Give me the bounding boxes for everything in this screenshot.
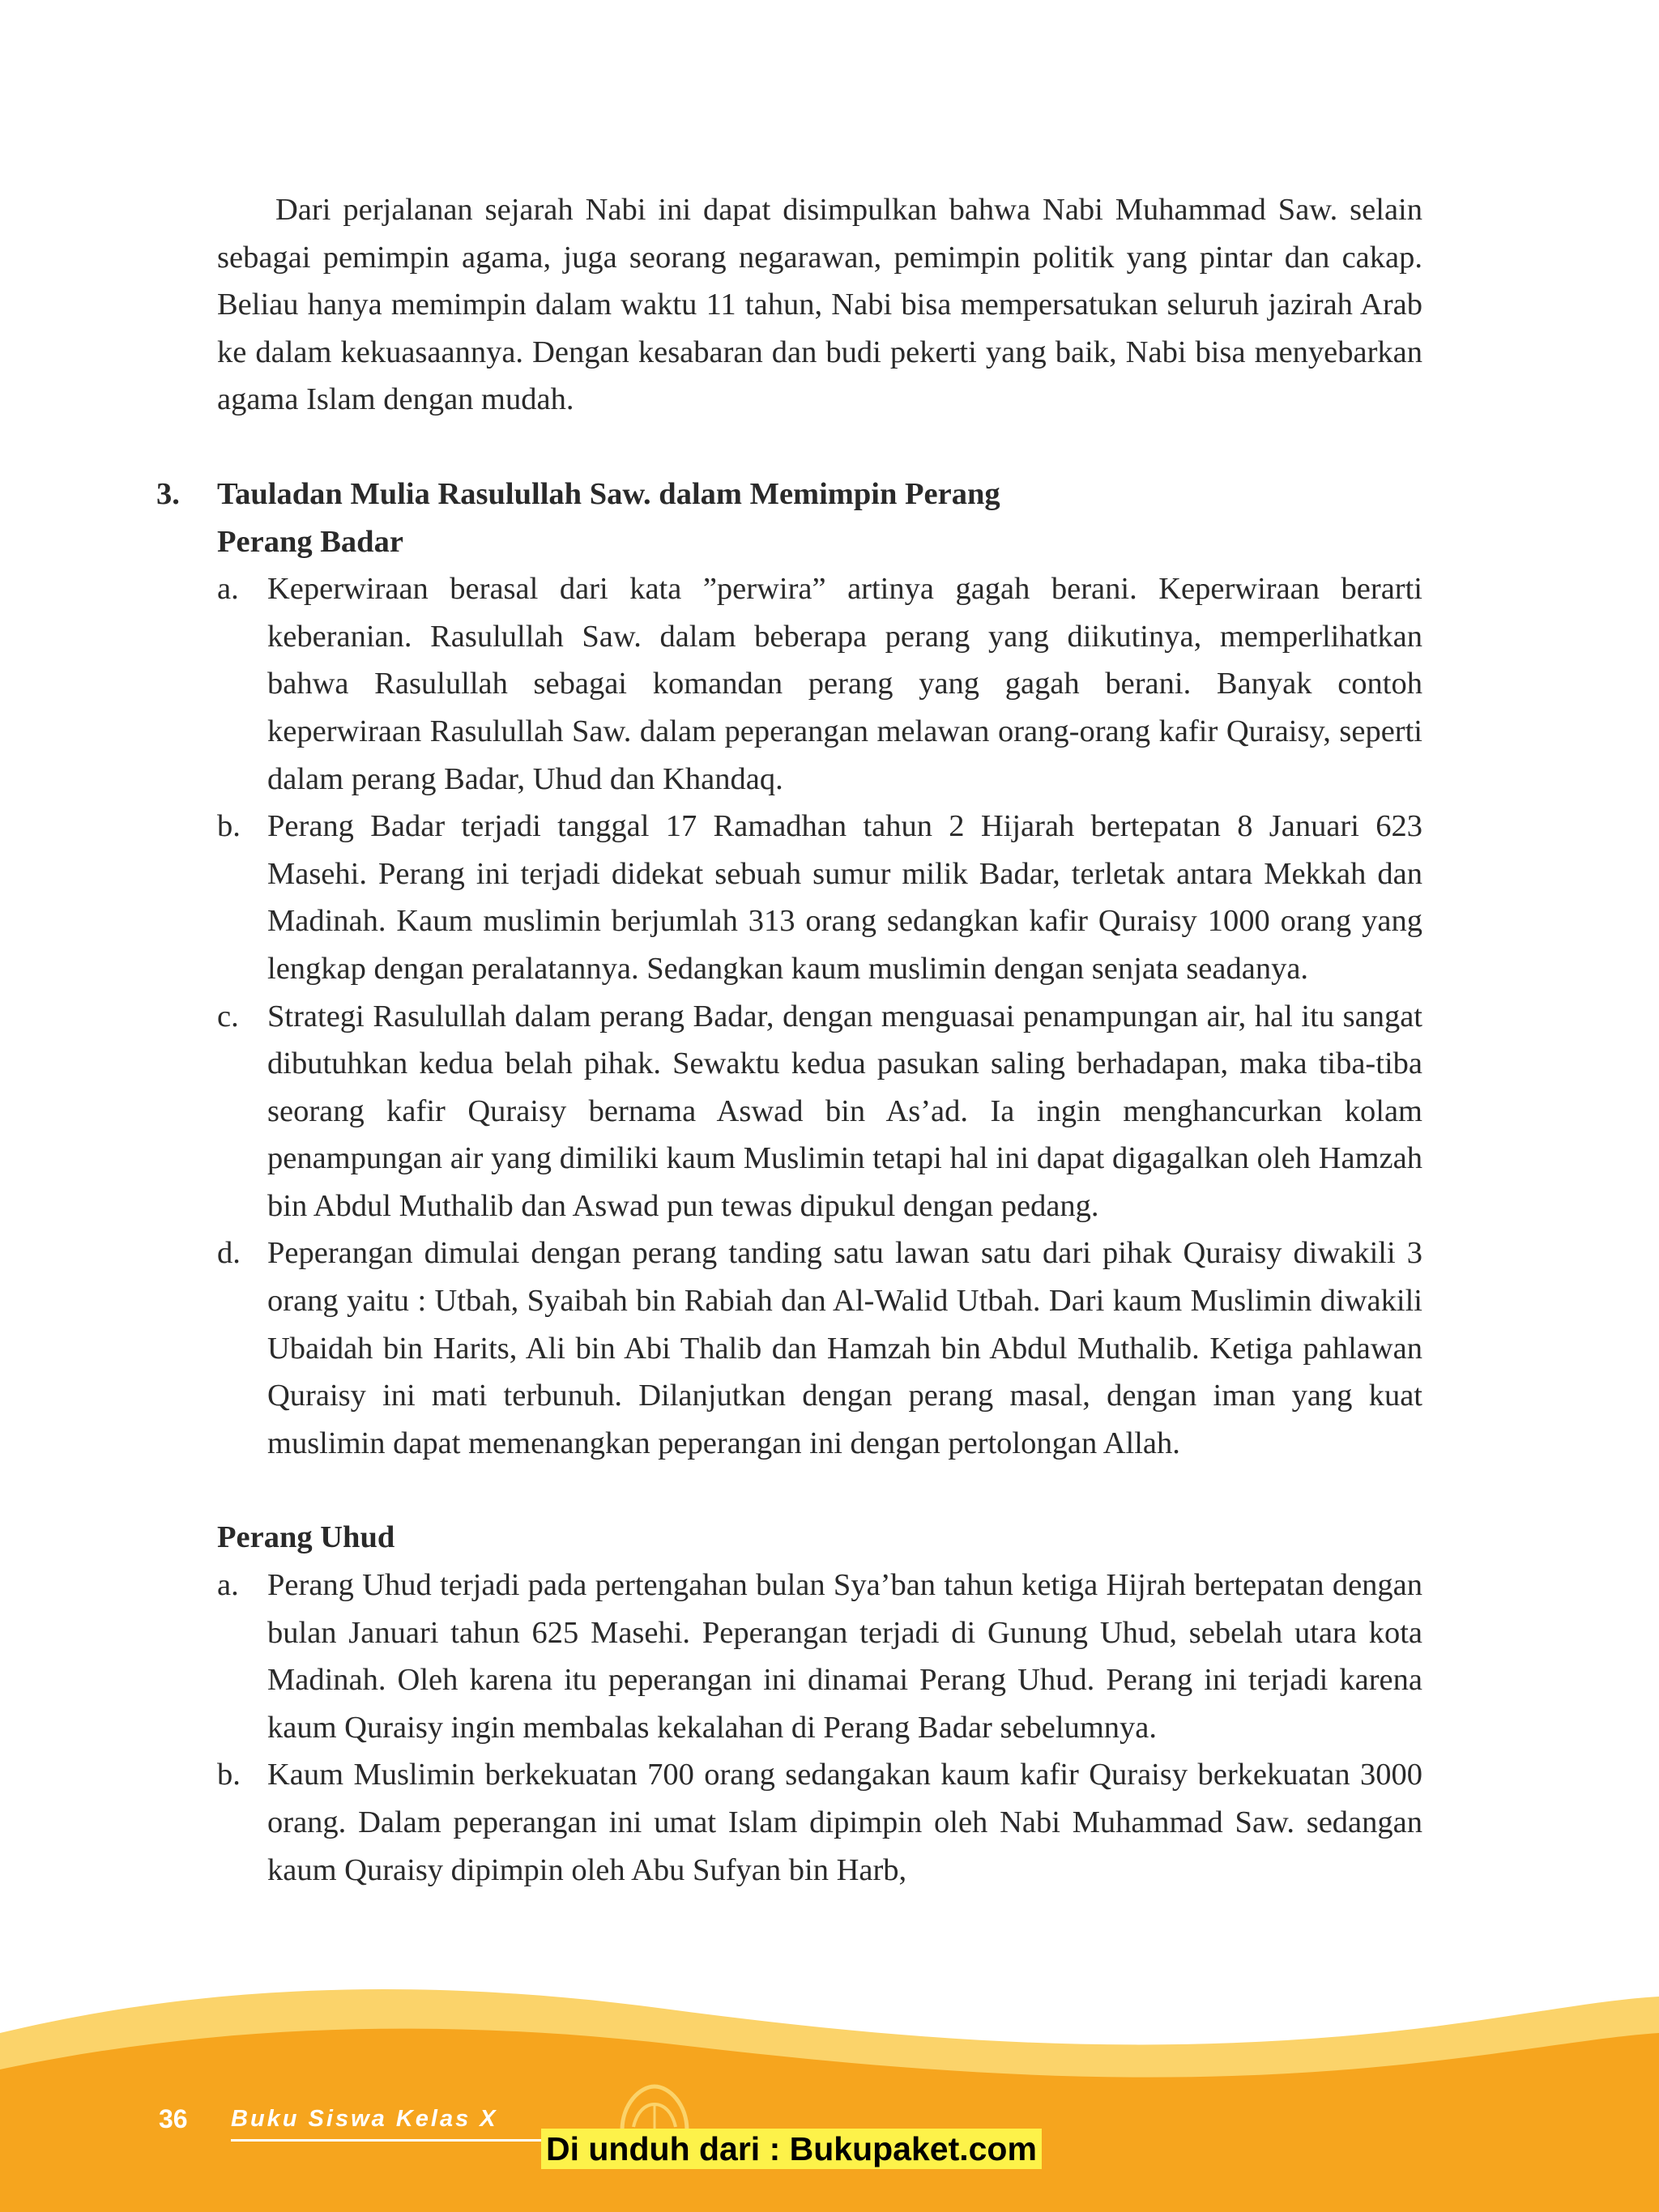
book-title: Buku Siswa Kelas X <box>231 2106 498 2132</box>
list-marker: c. <box>217 999 239 1034</box>
list-marker: a. <box>217 572 239 607</box>
list-marker: b. <box>217 809 241 844</box>
section-number: 3. <box>156 476 180 511</box>
list-item <box>217 565 1422 803</box>
uhud-heading: Perang Uhud <box>217 1520 395 1555</box>
download-banner[interactable]: Di unduh dari : Bukupaket.com <box>541 2129 1042 2169</box>
section-heading <box>156 471 1422 518</box>
list-item-text: Kaum Muslimin berkekuatan 700 orang sedangakan kaum kafir Quraisy berkekuatan 3000 orang. Dalam peperangan ini umat Islam dipimpin oleh Nabi Muhammad Saw. sedangan kaum Quraisy dipimpin oleh Abu Sufyan bin Harb, <box>267 1758 1422 1887</box>
list-item-text: Perang Uhud terjadi pada pertengahan bulan Sya’ban tahun ketiga Hijrah bertepatan dengan bulan Januari tahun 625 Masehi. Peperangan terjadi di Gunung Uhud, sebelah utara kota Madinah. Oleh karena itu peperangan ini dinamai Perang Uhud. Perang ini terjadi karena kaum Quraisy ingin membalas kekalahan di Perang Badar sebelumnya. <box>267 1568 1422 1745</box>
page-content <box>156 186 1422 1894</box>
list-marker: b. <box>217 1758 241 1792</box>
badar-heading: Perang Badar <box>217 524 403 559</box>
list-marker: a. <box>217 1568 239 1603</box>
list-item <box>217 993 1422 1230</box>
list-item <box>217 1230 1422 1467</box>
list-item <box>217 1562 1422 1751</box>
list-item-text: Strategi Rasulullah dalam perang Badar, dengan menguasai penampungan air, hal itu sangat dibutuhkan kedua belah pihak. Sewaktu kedua pasukan saling berhadapan, maka tiba-tiba seorang kafir Quraisy bernama Aswad bin As’ad. Ia ingin menghancurkan kolam penampungan air yang dimiliki kaum Muslimin tetapi hal ini dapat digagalkan oleh Hamzah bin Abdul Muthalib dan Aswad pun tewas dipukul dengan pedang. <box>267 999 1422 1223</box>
list-item <box>217 803 1422 992</box>
intro-paragraph: Dari perjalanan sejarah Nabi ini dapat disimpulkan bahwa Nabi Muhammad Saw. selain sebagai pemimpin agama, juga seorang negarawan, pemimpin politik yang pintar dan cakap. Beliau hanya memimpin dalam waktu 11 tahun, Nabi bisa mempersatukan seluruh jazirah Arab ke dalam kekuasaannya. Dengan kesabaran dan budi pekerti yang baik, Nabi bisa menyebarkan agama Islam dengan mudah. <box>217 193 1422 417</box>
list-item-text: Perang Badar terjadi tanggal 17 Ramadhan tahun 2 Hijarah bertepatan 8 Januari 623 Masehi. Perang ini terjadi didekat sebuah sumur milik Badar, terletak antara Mekkah dan Madinah. Kaum muslimin berjumlah 313 orang sedangkan kafir Quraisy 1000 orang yang lengkap dengan peralatannya. Sedangkan kaum muslimin dengan senjata seadanya. <box>267 809 1422 986</box>
badar-list <box>217 565 1422 1467</box>
list-item-text: Peperangan dimulai dengan perang tanding satu lawan satu dari pihak Quraisy diwakili 3 orang yaitu : Utbah, Syaibah bin Rabiah dan Al-Walid Utbah. Dari kaum Muslimin diwakili Ubaidah bin Harits, Ali bin Abi Thalib dan Hamzah bin Abdul Muthalib. Ketiga pahlawan Quraisy ini mati terbunuh. Dilanjutkan dengan perang masal, dengan iman yang kuat muslimin dapat memenangkan peperangan ini dengan pertolongan Allah. <box>267 1236 1422 1460</box>
section-title: Tauladan Mulia Rasulullah Saw. dalam Memimpin Perang <box>217 476 1000 511</box>
list-item-text: Keperwiraan berasal dari kata ”perwira” artinya gagah berani. Keperwiraan berarti keberanian. Rasulullah Saw. dalam beberapa perang yang diikutinya, memperlihatkan bahwa Rasulullah sebagai komandan perang yang gagah berani. Banyak contoh keperwiraan Rasulullah Saw. dalam peperangan melawan orang-orang kafir Quraisy, seperti dalam perang Badar, Uhud dan Khandaq. <box>267 572 1422 796</box>
uhud-list <box>217 1562 1422 1894</box>
page-number: 36 <box>159 2104 188 2133</box>
footer-wave-band <box>0 1976 1659 2212</box>
list-marker: d. <box>217 1236 241 1271</box>
title-underline <box>231 2139 543 2142</box>
list-item <box>217 1751 1422 1894</box>
